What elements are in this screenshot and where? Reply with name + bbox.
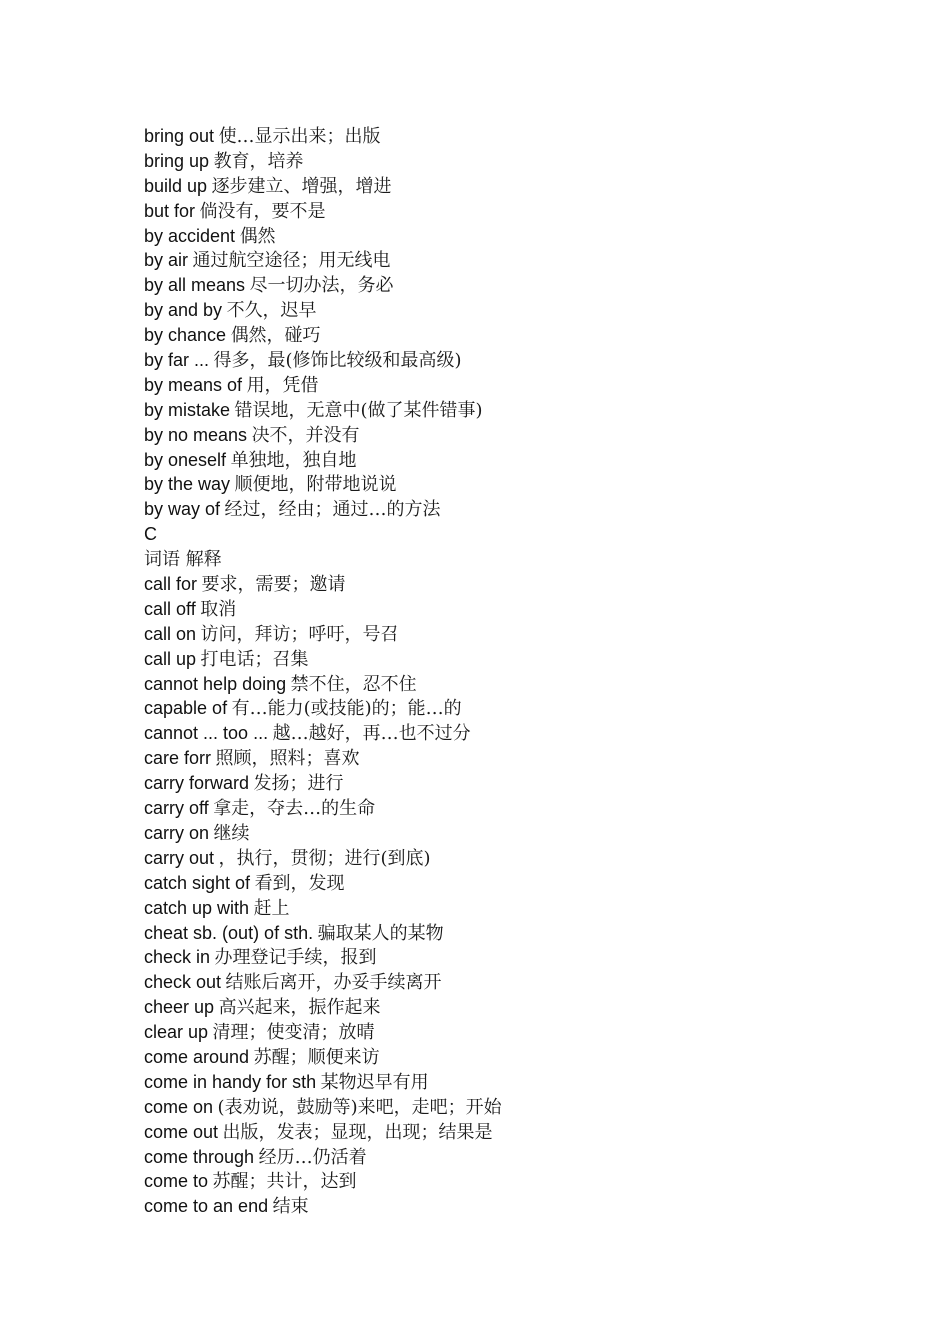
phrase-meaning: 用，凭借	[246, 374, 319, 396]
phrase-term: bring up	[144, 150, 210, 171]
phrase-meaning: 办理登记手续，报到	[214, 947, 377, 969]
phrase-entry	[144, 622, 502, 647]
phrase-meaning: 照顾，照料；喜欢	[215, 748, 360, 770]
phrase-term: by air	[144, 250, 189, 271]
phrase-entry	[144, 1095, 502, 1120]
phrase-entry	[144, 472, 502, 497]
phrase-entry	[144, 348, 502, 373]
phrase-meaning: 经过，经由；通过…的方法	[224, 499, 441, 521]
phrase-entry	[144, 647, 502, 672]
phrase-list	[144, 124, 502, 1219]
phrase-term: cheat sb. (out) of sth.	[144, 922, 314, 943]
phrase-meaning: 通过航空途径；用无线电	[192, 250, 391, 272]
phrase-meaning: 要求，需要；邀请	[201, 574, 346, 596]
phrase-meaning: 结束	[272, 1196, 309, 1218]
phrase-meaning: 访问，拜访；呼吁，号召	[200, 623, 399, 645]
phrase-entry	[144, 846, 502, 871]
phrase-entry	[144, 547, 502, 572]
phrase-meaning: 顺便地，附带地说说	[234, 474, 397, 496]
phrase-meaning: (表劝说，鼓励等)来吧，走吧；开始	[217, 1096, 502, 1118]
phrase-entry	[144, 995, 502, 1020]
phrase-meaning: 倘没有，要不是	[199, 200, 326, 222]
phrase-entry	[144, 1020, 502, 1045]
phrase-term: come to	[144, 1171, 209, 1192]
phrase-entry	[144, 896, 502, 921]
phrase-meaning: 拿走，夺去…的生命	[213, 798, 376, 820]
phrase-term: call for	[144, 574, 198, 595]
phrase-meaning: 骗取某人的某物	[317, 922, 444, 944]
phrase-entry	[144, 672, 502, 697]
phrase-term: but for	[144, 200, 196, 221]
phrase-term: by mistake	[144, 399, 231, 420]
phrase-meaning: 取消	[200, 598, 237, 620]
phrase-entry	[144, 224, 502, 249]
phrase-term: come in handy for sth	[144, 1071, 317, 1092]
phrase-entry	[144, 1120, 502, 1145]
phrase-term: call off	[144, 598, 196, 619]
phrase-meaning: 尽一切办法，务必	[249, 275, 394, 297]
phrase-term: cheer up	[144, 997, 215, 1018]
phrase-term: carry off	[144, 798, 209, 819]
phrase-entry	[144, 1169, 502, 1194]
phrase-term: by no means	[144, 424, 248, 445]
phrase-meaning: 单独地，独自地	[230, 449, 357, 471]
phrase-term: carry on	[144, 822, 210, 843]
phrase-meaning: 有…能力(或技能)的；能…的	[231, 698, 462, 720]
phrase-term: cannot help doing	[144, 673, 287, 694]
phrase-meaning: 看到，发现	[254, 872, 345, 894]
phrase-entry	[144, 448, 502, 473]
phrase-meaning: 赶上	[253, 897, 290, 919]
phrase-meaning: 越…越好，再…也不过分	[272, 723, 471, 745]
phrase-meaning: 逐步建立、增强，增进	[211, 175, 392, 197]
phrase-entry	[144, 423, 502, 448]
phrase-meaning: 禁不住，忍不住	[290, 673, 417, 695]
phrase-entry	[144, 273, 502, 298]
phrase-entry	[144, 970, 502, 995]
phrase-meaning: 发扬；进行	[253, 773, 344, 795]
phrase-meaning: 苏醒；顺便来访	[253, 1046, 380, 1068]
phrase-meaning: 词语 解释	[144, 549, 222, 571]
phrase-entry	[144, 796, 502, 821]
phrase-term: build up	[144, 175, 208, 196]
phrase-term: by chance	[144, 325, 227, 346]
phrase-entry	[144, 174, 502, 199]
phrase-entry	[144, 298, 502, 323]
phrase-term: call up	[144, 648, 197, 669]
phrase-entry	[144, 398, 502, 423]
phrase-entry	[144, 746, 502, 771]
phrase-term: carry out	[144, 847, 215, 868]
phrase-entry	[144, 572, 502, 597]
phrase-term: bring out	[144, 126, 215, 146]
phrase-term: by oneself	[144, 449, 227, 470]
phrase-meaning: 某物迟早有用	[320, 1071, 429, 1093]
phrase-meaning: 决不，并没有	[251, 424, 360, 446]
phrase-meaning: 出版，发表；显现，出现；结果是	[222, 1121, 493, 1143]
phrase-term: check in	[144, 947, 211, 968]
phrase-meaning: 结账后离开，办妥手续离开	[225, 972, 442, 994]
phrase-term: capable of	[144, 698, 228, 719]
phrase-meaning: 经历…仍活着	[258, 1146, 367, 1168]
phrase-term: by and by	[144, 300, 223, 321]
phrase-term: catch sight of	[144, 872, 251, 893]
phrase-term: come on	[144, 1096, 214, 1117]
phrase-meaning: 打电话；召集	[200, 648, 309, 670]
phrase-term: C	[144, 524, 157, 545]
phrase-term: catch up with	[144, 897, 250, 918]
phrase-term: clear up	[144, 1022, 209, 1043]
phrase-term: come through	[144, 1146, 255, 1167]
phrase-entry	[144, 149, 502, 174]
phrase-term: call on	[144, 623, 197, 644]
phrase-entry	[144, 323, 502, 348]
phrase-entry	[144, 921, 502, 946]
phrase-term: carry forward	[144, 773, 250, 794]
phrase-entry	[144, 721, 502, 746]
phrase-meaning: 得多，最(修饰比较级和最高级)	[213, 350, 462, 372]
phrase-term: come to an end	[144, 1196, 269, 1217]
phrase-entry	[144, 871, 502, 896]
phrase-term: cannot ... too ...	[144, 723, 269, 744]
phrase-entry	[144, 821, 502, 846]
phrase-entry	[144, 373, 502, 398]
phrase-term: by all means	[144, 275, 246, 296]
phrase-meaning: 偶然	[239, 225, 276, 247]
phrase-term: by accident	[144, 225, 236, 246]
phrase-entry	[144, 1070, 502, 1095]
phrase-term: come out	[144, 1121, 219, 1142]
phrase-entry	[144, 522, 502, 547]
phrase-entry	[144, 945, 502, 970]
phrase-entry	[144, 199, 502, 224]
phrase-meaning: 偶然，碰巧	[230, 325, 321, 347]
phrase-term: care forr	[144, 748, 212, 769]
phrase-meaning: 教育，培养	[213, 150, 304, 172]
phrase-term: by way of	[144, 499, 221, 520]
phrase-entry	[144, 497, 502, 522]
phrase-meaning: 不久，迟早	[226, 300, 317, 322]
phrase-meaning: 清理；使变清；放晴	[212, 1022, 375, 1044]
phrase-term: come around	[144, 1046, 250, 1067]
phrase-meaning: 使…显示出来；出版	[218, 126, 381, 147]
phrase-term: check out	[144, 972, 222, 993]
phrase-meaning: 高兴起来，振作起来	[218, 997, 381, 1019]
phrase-entry	[144, 248, 502, 273]
phrase-entry	[144, 597, 502, 622]
phrase-meaning: 错误地，无意中(做了某件错事)	[234, 399, 483, 421]
phrase-term: by the way	[144, 474, 231, 495]
phrase-meaning: ，执行，贯彻；进行(到底)	[218, 847, 431, 869]
phrase-entry	[144, 1145, 502, 1170]
phrase-term: by means of	[144, 374, 243, 395]
phrase-entry	[144, 771, 502, 796]
phrase-meaning: 苏醒；共计，达到	[212, 1171, 357, 1193]
phrase-entry	[144, 124, 502, 149]
phrase-term: by far ...	[144, 350, 210, 371]
phrase-entry	[144, 1194, 502, 1219]
phrase-entry	[144, 1045, 502, 1070]
phrase-meaning: 继续	[213, 822, 250, 844]
phrase-entry	[144, 696, 502, 721]
